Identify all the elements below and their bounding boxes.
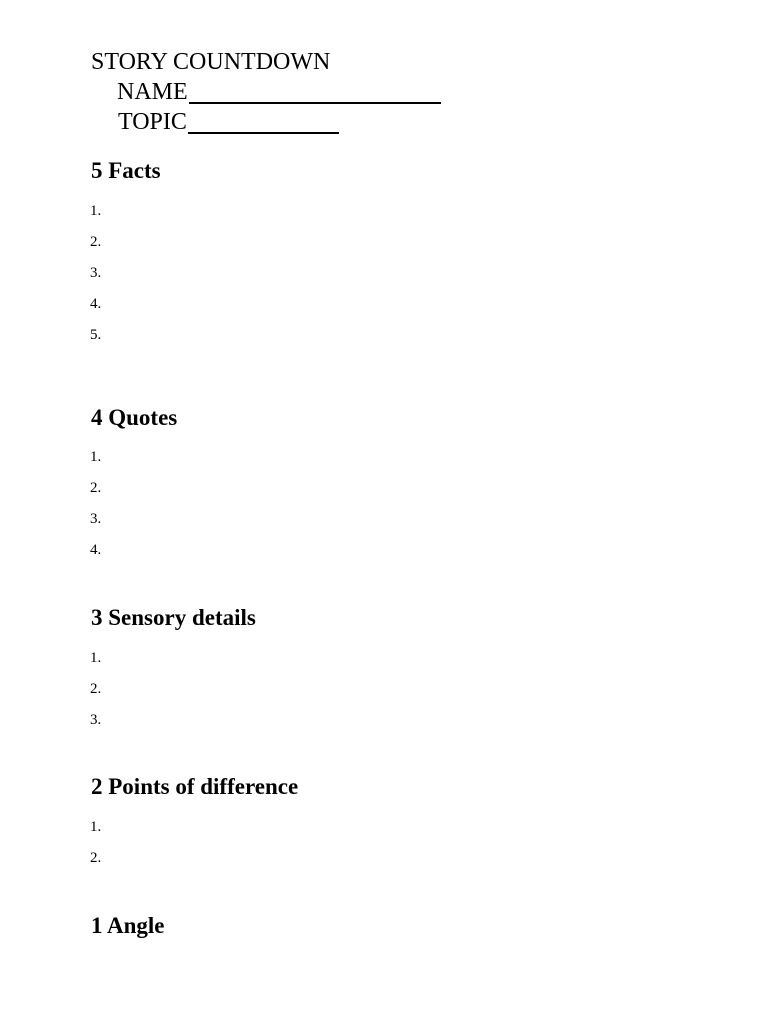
list-item: 1. xyxy=(90,449,102,465)
section-heading-angle: 1 Angle xyxy=(91,913,165,938)
section-heading-facts: 5 Facts xyxy=(91,158,161,183)
section-heading-points-of-difference: 2 Points of difference xyxy=(91,774,299,799)
list-item: 4. xyxy=(90,542,102,558)
list-item: 2. xyxy=(90,480,102,496)
name-label: NAME xyxy=(117,79,188,105)
topic-label: TOPIC xyxy=(118,109,187,135)
list-item: 5. xyxy=(90,327,102,343)
list-item: 2. xyxy=(90,681,102,697)
section-heading-sensory-details: 3 Sensory details xyxy=(91,605,256,630)
list-item: 3. xyxy=(90,511,102,527)
list-item: 1. xyxy=(90,650,102,666)
document-title: STORY COUNTDOWN xyxy=(91,49,331,75)
list-item: 3. xyxy=(90,265,102,281)
section-heading-quotes: 4 Quotes xyxy=(91,405,178,430)
name-blank-line[interactable] xyxy=(189,82,441,104)
topic-field xyxy=(118,110,339,134)
list-item: 2. xyxy=(90,234,102,250)
list-item: 1. xyxy=(90,203,102,219)
list-item: 4. xyxy=(90,296,102,312)
list-item: 3. xyxy=(90,712,102,728)
list-item: 1. xyxy=(90,819,102,835)
topic-blank-line[interactable] xyxy=(188,112,339,134)
list-item: 2. xyxy=(90,850,102,866)
name-field xyxy=(117,80,441,104)
